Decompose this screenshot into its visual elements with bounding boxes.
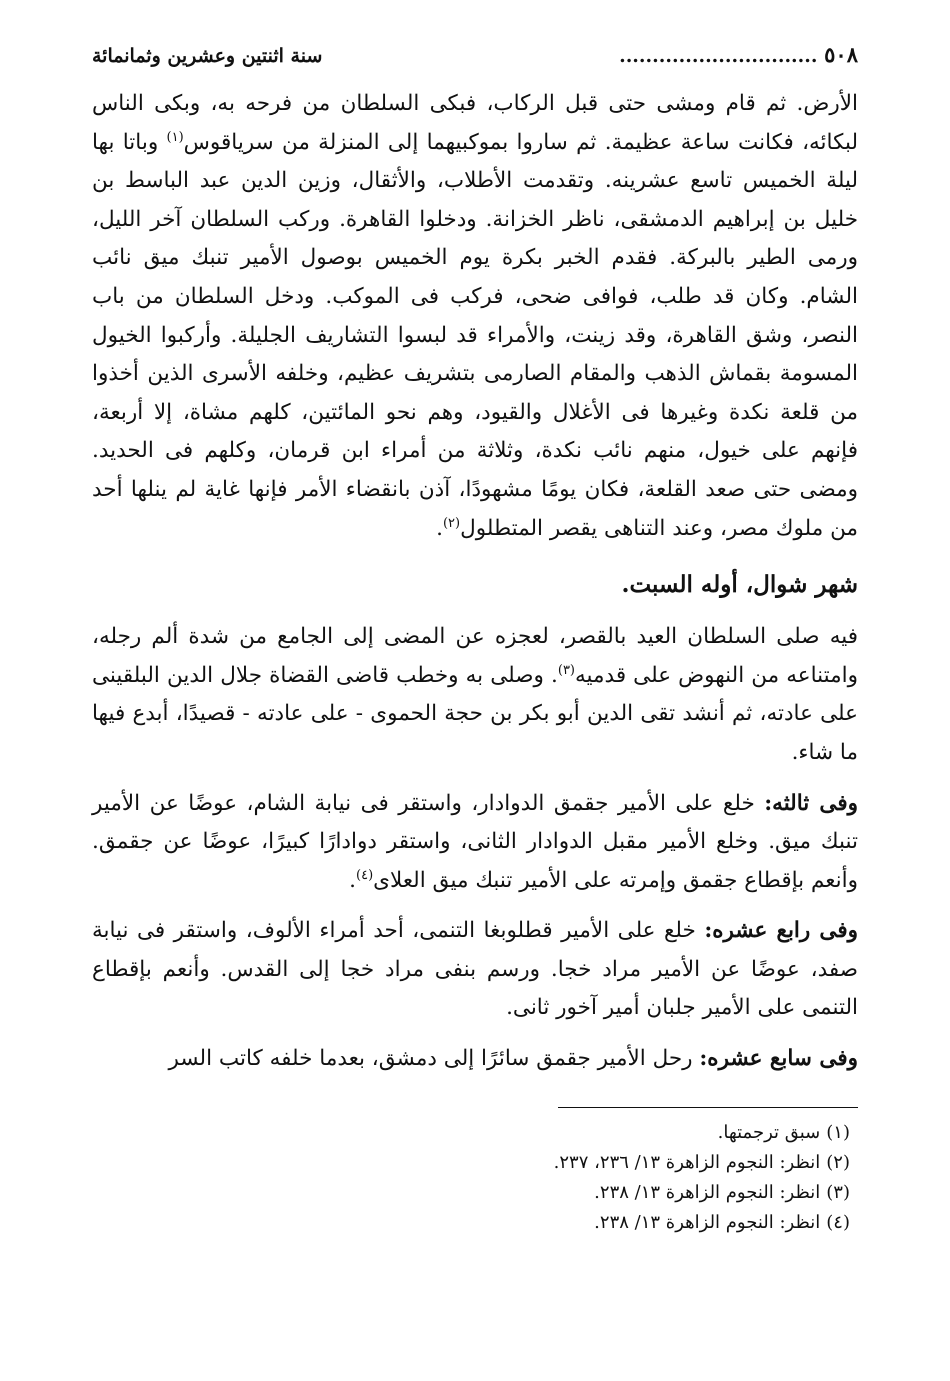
- footnotes: [92, 1118, 858, 1238]
- running-header: [92, 38, 858, 77]
- footnote-text: انظر: النجوم الزاهرة ١٣/ ٢٣٨.: [594, 1211, 821, 1233]
- running-title: سنة اثنتين وعشرين وثمانمائة: [92, 45, 323, 67]
- footnote-ref-2: (٢): [442, 515, 461, 531]
- footnote-text: انظر: النجوم الزاهرة ١٣/ ٢٣٦، ٢٣٧.: [553, 1151, 821, 1173]
- paragraph-text: خلع على الأمير جقمق الدوادار، واستقر فى نيابة الشام، عوضًا عن الأمير تنبك ميق. وخلع الأمير مقبل الدوادار الثانى، واستقر دوادارًا كبيرًا، عوضًا عن جقمق. وأنعم بإقطاع جقمق وإمرته على الأمير تنبك ميق العلاى: [92, 790, 858, 893]
- footnote-ref-4: (٤): [356, 867, 374, 883]
- lead-text-2: وباتا بها ليلة الخميس تاسع عشرينه. وتقدمت الأطلاب، والأثقال، وزين الدين عبد الباسط بن خليل بن إبراهيم الدمشقى، ناظر الخزانة. ودخلوا القاهرة. وركب السلطان آخر الليل، ورمى الطير بالبركة. فقدم الخبر بكرة يوم الخميس بوصول الأمير تنبك ميق نائب الشام. وكان قد طلب، فوافى ضحى، فركب فى الموكب. ودخل السلطان من باب النصر، وشق القاهرة، وقد زينت، والأمراء قد لبسوا التشاريف الجليلة. وأركبوا الخيول المسومة بقماش الذهب والمقام الصارمى بتشريف عظيم، وخلفه الأسرى الذين أخذوا من قلعة نكدة وغيرها فى الأغلال والقيود، وهم نحو المائتين، كلهم مشاة، إلا أربعة، فإنهم على خيول، منهم نائب نكدة، وثلاثة من أمراء ابن قرمان، وكلهم فى الحديد. ومضى حتى صعد القلعة، فكان يومًا مشهودًا، آذن بانقضاء الأمر فإنها غاية لم ينلها أحد من ملوك مصر، وعند التناهى يقصر المتطلول: [92, 129, 858, 541]
- date-label: وفى ثالثه:: [764, 790, 858, 816]
- page-number: ٥٠٨: [824, 42, 858, 67]
- footnote-text: انظر: النجوم الزاهرة ١٣/ ٢٣٨.: [594, 1181, 821, 1203]
- footnote-4: [92, 1208, 850, 1238]
- footnote-divider: [558, 1107, 858, 1108]
- footnote-3: [92, 1178, 850, 1208]
- date-label: وفى سابع عشره:: [699, 1046, 858, 1072]
- paragraph-eid: [92, 618, 858, 772]
- footnote-ref-1: (١): [166, 129, 184, 145]
- paragraph-text: رحل الأمير جقمق سائرًا إلى دمشق، بعدما خلفه كاتب السر: [168, 1046, 700, 1072]
- lead-text-end: .: [436, 515, 443, 541]
- footnote-2: [92, 1148, 850, 1178]
- footnote-number: (٣): [826, 1181, 850, 1203]
- footnote-text: سبق ترجمتها.: [717, 1121, 821, 1143]
- footnote-ref-3: (٣): [557, 662, 575, 678]
- paragraph-text: . وصلى به وخطب قاضى القضاة جلال الدين البلقينى على عادته، ثم أنشد تقى الدين أبو بكر بن حجة الحموى - على عادته - قصيدًا، أبدع فيها ما شاء.: [92, 662, 858, 765]
- footnote-number: (٢): [826, 1151, 850, 1173]
- header-dots: ..............................: [619, 45, 818, 67]
- footnote-number: (٤): [826, 1211, 850, 1233]
- section-heading: شهر شوال، أوله السبت.: [621, 571, 858, 599]
- date-label: وفى رابع عشره:: [704, 918, 858, 944]
- paragraph-text: خلع على الأمير قطلوبغا التنمى، أحد أمراء الألوف، واستقر فى نيابة صفد، عوضًا عن الأمير مراد خجا. ورسم بنفى مراد خجا إلى القدس. وأنعم بإقطاع التنمى على الأمير جلبان أمير آخور ثانى.: [92, 918, 858, 1021]
- lead-text-1: الأرض. ثم قام ومشى حتى قبل الركاب، فبكى السلطان من فرحه به، وبكى الناس لبكائه، فكانت ساعة عظيمة. ثم ساروا بموكبيهما إلى المنزلة من سرياقوس: [92, 91, 858, 155]
- paragraph-fourteenth-day: [92, 912, 858, 1028]
- lead-paragraph: [92, 85, 858, 548]
- paragraph-third-day: [92, 785, 858, 901]
- paragraph-seventeenth-day: [92, 1040, 858, 1079]
- paragraph-text: .: [349, 867, 357, 893]
- paragraph-text: فيه صلى السلطان العيد بالقصر، لعجزه عن المضى إلى الجامع من شدة ألم رجله، وامتناعه من النهوض على قدميه: [92, 624, 858, 688]
- running-head-left: [619, 38, 858, 73]
- footnote-1: [92, 1118, 850, 1148]
- page: [92, 38, 858, 1341]
- footnote-number: (١): [826, 1121, 850, 1143]
